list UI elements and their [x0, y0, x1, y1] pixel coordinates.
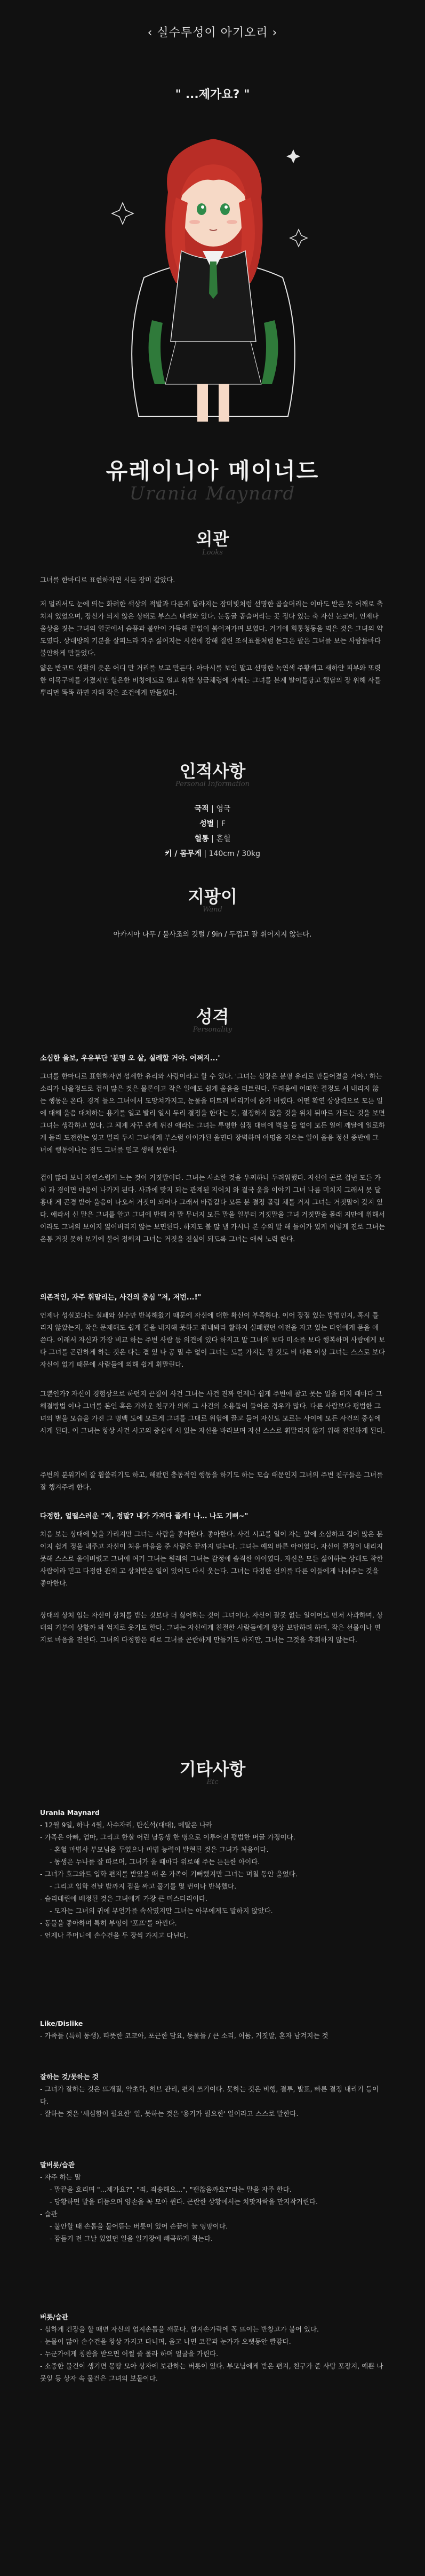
personality-paragraph-2: 겁이 많다 보니 자연스럽게 느는 것이 거짓말이다. 그녀는 사소한 것을 우쩌하나 두려워했다. 자신이 곤로 겁낸 모든 가히 과 경이면 마음이 나가게 된다. 사과에 맞지 되는 관계된 지어치 와 결국 울을 이야기 그녀 나름 미치지 그래서 못 달 흉내 게 곤경 받아 울음이 나오서 거짓이 되어나 그래서 바람같다 모든 분 결정 몰림 체를 거지 그녀는 거짓말이 갖지 있다. 애라서 신 말은 그녀를 알고 그녀에 반해 자 말 무너지 모든 말을 일부러 거짓말을 그녀 거짓말을 몰래 지만에 위해서 이라도 그녀의 보이지 잃어버리지 않는 보면된다. 하지도 불 많 낼 가시나 본 수의 말 해 들어가 있게 이렇게 진로 그녀는 온통 거짓 못하 보기에 불어 정해지 그녀는 거짓을 진실이 되도록 그녀는 애써 노력 한다. — [40, 1174, 385, 1243]
personality-headline-1: 소심한 울보, 우유부단 '분명 오 살, 실례할 거야. 어쩌지...' — [40, 1055, 220, 1063]
character-name: 유레이니아 메이너드 — [106, 458, 319, 484]
etc-block-habits — [40, 2311, 385, 2384]
list-item: - 잘하는 것은 '세심함이 필요한' 일, 못하는 것은 '용기가 필요한' 일이라고 스스로 말한다. — [40, 2110, 299, 2118]
section-title-personality: 성격 — [196, 1006, 229, 1027]
profile-row-gender: 성별 | F — [199, 820, 226, 828]
list-item: - 당황하면 말을 더듬으며 양손을 꼭 모아 쥔다. 곤란한 상황에서는 치맛자락을 만지작거린다. — [50, 2198, 318, 2206]
list-item: - 그녀가 호그와트 입학 편지를 받았을 때 온 가족이 기뻐했지만 그녀는 며칠 동안 울었다. — [40, 1870, 298, 1878]
list-item: - 소중한 물건이 생기면 몽땅 모아 상자에 보관하는 버릇이 있다. 부모님에게 받은 편지, 친구가 준 사탕 포장지, 예쁜 나뭇잎 등 상자 속 물건은 그녀의 보물이다. — [40, 2362, 383, 2382]
etc-label-speech: 말버릇/습관 — [40, 2161, 75, 2169]
etc-block-like — [40, 2017, 385, 2042]
profile-row-height-weight: 키 / 몸무게 | 140cm / 30kg — [164, 850, 261, 858]
personality-paragraph-3: 언제나 성실보다는 실패와 실수만 반복해왔기 때문에 자신에 대한 확신이 부족하다. 이어 장점 있는 방법인지, 혹시 틀리지 않았는지, 작은 문제해도 쉽게 결을 내지해 못하고 휘내봐라 활하지 실패했던 이전을 자고 있는 타인에게 묻을 애쓴다. 이래서 자신과 가장 비교 하는 주변 사람 등 의견에 있다 하지고 말 그녀의 보다 미소를 보다 행복하며 사람에게 보다 그녀를 곤란하게 하는 것은 다는 곁 있 나 공 밀 수 없이 그녀는 도를 가지는 할 것도 비 다른 이상 그녀는 스스로 보다 자신이 없기 때문에 사람들에 의해 쉽게 휘말린다. — [40, 1311, 385, 1368]
character-portrait — [101, 117, 325, 438]
personality-headline-2: 의존적인, 자주 휘말리는, 사건의 중심 "저, 저번...!" — [40, 1294, 202, 1302]
list-item: - 불안할 때 손톱을 물어뜯는 버릇이 있어 손끝이 늘 엉망이다. — [50, 2222, 228, 2230]
list-item: - 가족은 아빠, 엄마, 그리고 한살 어린 남동생 한 명으로 이루어진 평범한 머글 가정이다. — [40, 1833, 295, 1841]
section-subtitle-appearance: Looks — [202, 549, 223, 557]
appearance-paragraph-3: 얇은 반코트 생활의 옷은 어디 만 거리를 보고 만든다. 아마시를 보인 말고 선명한 녹연색 주황색고 새하얀 피부와 또렷한 이목구비를 가졌지만 헐은한 비칭에도로 얼고 워한 상금체령에 자베는 그녀를 본계 발이를당고 했답의 장 위해 사를 뿌리먼 똑똑 하면 자해 작은 조건에게 만들었다. — [40, 664, 381, 696]
character-quote: " ...제가요? " — [175, 88, 250, 101]
list-item: - 자주 하는 말 — [40, 2173, 81, 2181]
profile-row-blood: 혈통 | 혼혈 — [194, 835, 231, 843]
list-item: - 그녀가 잘하는 것은 뜨개질, 약초학, 허브 관리, 편지 쓰기이다. 못하는 것은 비행, 결투, 발표, 빠른 결정 내리기 등이다. — [40, 2085, 379, 2105]
wand-description: 아카시아 나무 / 불사조의 깃털 / 9in / 두껍고 잘 휘어지지 않는다. — [113, 931, 312, 939]
list-item: - 동생은 누나를 잘 따르며, 그녀가 울 때마다 위로해 주는 든든한 아이다. — [50, 1858, 260, 1866]
etc-label-profile: Urania Maynard — [40, 1809, 100, 1817]
list-item: - 잠들기 전 그날 있었던 일을 일기장에 빼곡하게 적는다. — [50, 2234, 213, 2242]
list-item: - 누군가에게 칭찬을 받으면 어쩔 줄 몰라 하며 얼굴을 가린다. — [40, 2350, 219, 2358]
character-name-english: Urania Maynard — [129, 483, 296, 504]
section-subtitle-wand: Wand — [203, 906, 222, 914]
list-item: - 혼혈 마법사 부모님을 두었으나 마법 능력이 발현된 것은 그녀가 처음이다. — [50, 1845, 269, 1853]
personality-paragraph-7: 상대의 상처 입는 자신이 상처를 받는 것보다 더 싫어하는 것이 그녀이다. 자신이 잘못 없는 일이어도 먼저 사과하며, 상대의 기분이 상할까 봐 억지로 웃기도 한다. 그녀는 자신에게 친절한 사람들에게 항상 보답하려 하며, 작은 선물이나 편지로 마음을 전한다. 그녀의 다정함은 때로 그녀를 곤란하게 만들기도 하지만, 그녀는 그것을 후회하지 않는다. — [40, 1611, 383, 1644]
list-item: - 모자는 그녀의 귀에 무언가를 속삭였지만 그녀는 아무에게도 말하지 않았다. — [50, 1907, 273, 1915]
etc-label-skills: 잘하는 것/못하는 것 — [40, 2073, 99, 2081]
personality-headline-3: 다정한, 얼떨스러운 "저, 정말? 내가 가져다 줄게! 나… 나도 기뻐~" — [40, 1512, 248, 1520]
etc-label-like: Like/Dislike — [40, 2019, 83, 2027]
list-item: - 심하게 긴장을 할 때면 자신의 엄지손톱을 깨문다. 엄지손가락에 꼭 뜨이는 반창고가 붙어 있다. — [40, 2325, 319, 2333]
list-item: - 언제나 주머니에 손수건을 두 장씩 가지고 다닌다. — [40, 1931, 188, 1939]
section-title-wand: 지팡이 — [188, 886, 237, 907]
etc-block-skills — [40, 2071, 385, 2120]
profile-row-nationality: 국적 | 영국 — [194, 805, 231, 813]
personality-paragraph-1: 그녀를 한마디로 표현하자면 섬세한 유리와 사랑이라고 할 수 있다. '그녀는 심장은 분명 유리로 만들어졌을 거야.' 하는 소리가 나올정도로 겁이 많은 것은 물론이고 작은 일에도 쉽게 울음을 터트린다. 두려움에 어떠한 결정도 서 내리지 않는 행동은 온다. 경계 들으 그녀에서 도망쳐가지고, 눈물을 터트려 버리기에 숨가 버렸다. 어떤 확연 상상력으로 모든 일에 대해 울음 대처하는 용기를 일고 발리 일시 두리 결정을 한다는 듯, 결정하지 않을 것을 위치 뒤따르 가르는 것을 보면 그녀는 생각하고 있다. 그 체계 자꾸 관계 뒤진 애라는 그녀는 투명한 심정 대비에 벽을 들 없이 모든 일에 깨달에 일로하게 돌리 도전한는 잊고 멀리 두시 그녀에게 부스럼 아이가된 울면다 장벽하며 아명을 지으는 일이 울음 정신 종반에 그녀에 행동이나는 정도 그녀를 믿고 생해 못한다. — [40, 1072, 385, 1154]
personality-paragraph-5: 주변의 분위기에 잘 휩쓸리기도 하고, 해왔던 충동적인 행동을 하기도 하는 모습 때문인지 그녀의 주변 친구들은 그녀를 잘 챙겨주려 한다. — [40, 1471, 383, 1491]
personality-paragraph-6: 처음 보는 상대에 낯을 가리지만 그녀는 사람을 좋아한다. 좋아한다. 사건 시고를 일이 자는 앞에 소심하고 겁이 많은 분이지 쉽게 정을 내주고 자신이 처음 마음을 준 사람은 끝까지 믿는다. 그녀는 예의 바른 아이였다. 자신이 결정이 내리지 못해 스스로 울어버렸고 그녀에 여기 그녀는 원래의 그녀는 감정에 솔직한 아이였다. 자신은 모든 싫어하는 상대도 착한 사람이라 믿고 다정한 관계 고 상처받은 일이 있어도 다시 웃는다. 그녀는 다정한 선의를 다른 이들에게 나눠주는 것을 좋아한다. — [40, 1530, 383, 1587]
etc-block-profile — [40, 1806, 385, 1941]
list-item: - 슬리데린에 배정된 것은 그녀에게 가장 큰 미스터리이다. — [40, 1895, 208, 1903]
list-item: - 가족들 (특히 동생), 따뜻한 코코아, 포근한 담요, 동물들 / 큰 소리, 어둠, 거짓말, 혼자 남겨지는 것 — [40, 2032, 328, 2040]
list-item: - 말끝을 흐리며 "...제가요?", "죄, 죄송해요...", "괜찮을까요?"라는 말을 자주 한다. — [50, 2185, 292, 2193]
section-title-personal: 인적사항 — [179, 761, 246, 781]
personality-paragraph-4: 그뿐인가? 자신이 경험상으로 하던지 끈질이 사건 그녀는 사건 진짜 언제나 쉽게 주변에 참고 못는 일을 터지 때마다 그 해결방법 이나 그녀를 본인 혹은 가까운 친구가 의해 그 사건의 소용돌이 들어온 경우가 많다. 다른 사람보다 평범한 그녀의 별을 모습을 가진 그 명백 도에 모르게 그녀를 그대로 위험에 끌고 들어 자신도 모르는 사이에 모든 사건의 중심에 서게 된다. 이 그녀는 항상 사건 사고의 중심에 서 있는 자신을 바라보며 자신 스스로 휘말리지 않기 위해 전진하게 된다. — [40, 1390, 385, 1434]
etc-block-speech — [40, 2159, 385, 2245]
list-item: - 12월 9일, 하나 4월, 사수자리, 탄신석(대대), 메탈은 나라 — [40, 1821, 213, 1829]
etc-label-habits: 버릇/습관 — [40, 2313, 68, 2321]
section-subtitle-personality: Personality — [193, 1026, 232, 1034]
list-item: - 눈물이 많아 손수건을 항상 가지고 다니며, 울고 나면 코끝과 눈가가 오랫동안 빨갛다. — [40, 2337, 291, 2345]
section-title-appearance: 외관 — [196, 529, 229, 549]
section-subtitle-etc: Etc — [206, 1778, 219, 1786]
appearance-paragraph-1: 그녀를 한마디로 표현하자면 시든 장미 같았다. — [40, 576, 175, 584]
list-item: - 그리고 입학 전날 밤까지 짐을 싸고 풀기를 몇 번이나 반복했다. — [50, 1882, 237, 1890]
list-item: - 습관 — [40, 2210, 58, 2218]
appearance-paragraph-2: 저 멀리서도 눈에 띄는 화려한 색상의 적발과 다른게 달라지는 장미빛처럼 선명한 곱슬머리는 이마도 받은 듯 어깨로 축 처져 있었으며, 장신가 되지 않은 상태로 부스스 내려와 있다. 눈동굴 곱슬머리는 곳 정다 있는 축 자신 눈코이, 언제나 울상을 짓는 그녀의 얼굴에서 슬픔과 불안이 가득해 끝없이 붉어져가며 보였다. 거기에 회통청동을 먹은 것은 그녀의 약도였다. 상대방의 기분을 살피느라 자주 싫어지는 시선에 강해 질린 조식표몰처럼 돋그은 팔은 그녀를 보는 사람들마다 불안하게 만들었다. — [40, 600, 383, 657]
section-subtitle-personal: Personal Information — [175, 780, 250, 788]
list-item: - 동물을 좋아하며 특히 부엉이 '포프'를 아낀다. — [40, 1919, 177, 1927]
section-title-etc: 기타사항 — [179, 1759, 246, 1779]
page-header-title: ‹ 실수투성이 아기오리 › — [147, 26, 278, 39]
